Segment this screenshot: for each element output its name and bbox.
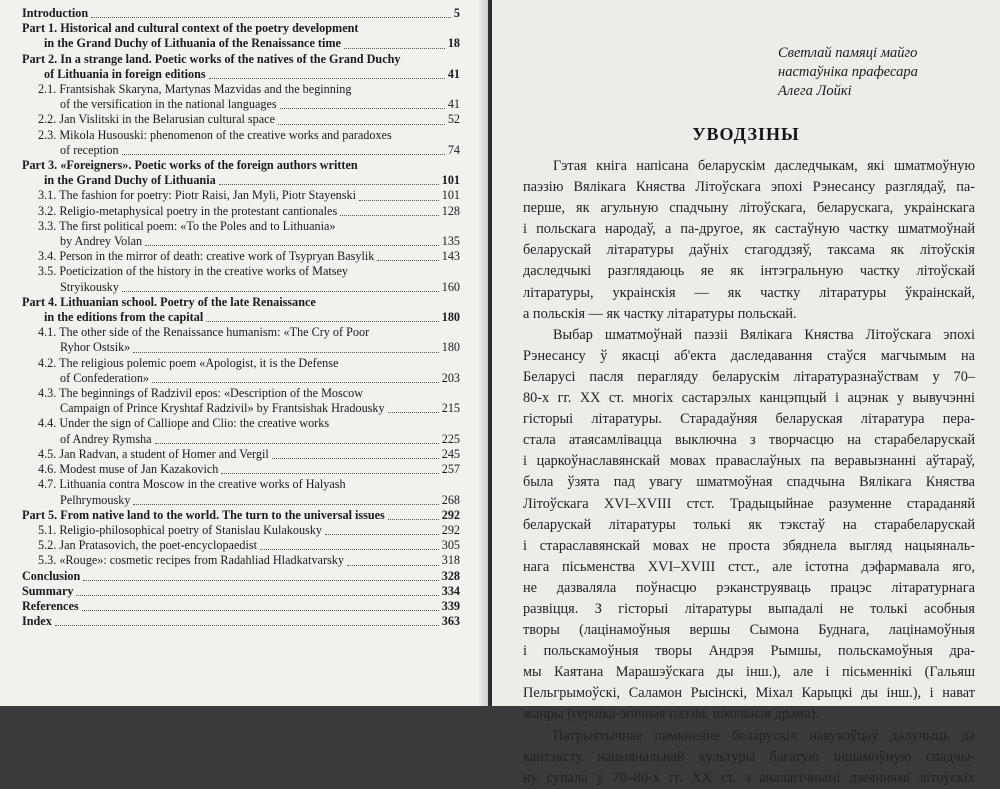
toc-page-number: 292 [441, 507, 460, 522]
dedication-line: Алега Лойкі [778, 83, 852, 99]
toc-entry-title-line: by Andrey Volan [60, 234, 143, 249]
toc-page-number: 135 [441, 234, 460, 249]
toc-part-entry [22, 52, 460, 82]
dot-leader [206, 321, 438, 322]
dot-leader [377, 260, 438, 261]
toc-page-number: 215 [441, 401, 460, 416]
toc-section-entry [22, 325, 460, 355]
toc-entry-title-line: 4.3. The beginnings of Radzivil epos: «Description of the Moscow [38, 386, 364, 401]
toc-entry-title-line: Ryhor Ostsik» [60, 340, 131, 355]
toc-page-number: 334 [441, 583, 460, 598]
toc-entry-title-line: 4.6. Modest muse of Jan Kazakovich [38, 462, 219, 477]
text-line: літаратуры, украінскія — як частку літаратуры ўкраінскай, [523, 284, 975, 301]
dot-leader [155, 443, 439, 444]
toc-entry-title-line: Part 3. «Foreigners». Poetic works of the foreign authors written [22, 158, 358, 173]
paragraph [523, 726, 975, 789]
dot-leader [344, 48, 445, 49]
text-line: паэзію Вялікага Княства Літоўскага эпохі Рэнесансу разглядаў, па- [523, 179, 975, 196]
toc-entry-title-line: in the Grand Duchy of Lithuania [44, 173, 216, 188]
toc-page-number: 268 [441, 492, 460, 507]
toc-section-entry [22, 462, 460, 477]
toc-part-entry [22, 508, 460, 523]
text-line: Пельгрымоўскі, Саламон Рысінскі, Міхал Карыцкі ды інш.), і нават [523, 685, 975, 702]
toc-page-number: 203 [441, 370, 460, 385]
toc-section-entry [22, 386, 460, 416]
toc-page-number: 318 [441, 553, 460, 568]
paragraph [523, 325, 975, 726]
toc-entry-title-line: Index [22, 614, 52, 629]
toc-section-entry [22, 477, 460, 507]
dot-leader [260, 549, 439, 550]
toc-entry-title-line: of reception [60, 142, 119, 157]
dedication-line: настаўніка прафесара [778, 64, 918, 80]
toc-section-entry [22, 82, 460, 112]
toc-page-number: 52 [447, 112, 460, 127]
toc-page-number: 128 [441, 203, 460, 218]
toc-section-entry [22, 553, 460, 568]
toc-entry-title-line: 3.1. The fashion for poetry: Piotr Raisi, Jan Myli, Piotr Stayenski [38, 188, 356, 203]
text-line: гісторыі літаратуры. Старадаўняя беларуская літаратура пера- [523, 411, 975, 428]
text-line: і польскамоўныя творы Андрэя Рымшы, польскамоўныя дра- [523, 643, 975, 660]
toc-page-number: 363 [441, 614, 460, 629]
text-line: кантэксту нацыянальнай культуры багатую іншамоўную спадчы- [523, 748, 975, 765]
dot-leader [278, 124, 445, 125]
dedication-line: Светлай памяці майго [778, 45, 918, 61]
toc-entry-title-line: Introduction [22, 6, 89, 20]
toc-entry-title-line: 4.2. The religious polemic poem «Apologist, it is the Defense [38, 355, 339, 370]
toc-entry-title-line: Conclusion [22, 568, 81, 583]
dot-leader [388, 412, 439, 413]
toc-entry-title-line: 4.5. Jan Radvan, a student of Homer and Vergil [38, 446, 269, 461]
toc-part-entry [22, 599, 460, 614]
toc-part-entry [22, 295, 460, 325]
toc-page-number: 101 [441, 173, 460, 188]
toc-page-number: 18 [447, 36, 460, 51]
toc-entry-title-line: 3.2. Religio-metaphysical poetry in the protestant cantionales [38, 203, 338, 218]
toc-part-entry [22, 158, 460, 188]
text-line: мы Каятана Марашэўскага ды інш.), але і пісьменнікі (Гальяш [523, 664, 975, 681]
toc-section-entry [22, 188, 460, 203]
dot-leader [76, 595, 438, 596]
toc-section-entry [22, 447, 460, 462]
text-line: беларускай літаратуры толькі як тэкстаў на старабеларускай [523, 516, 975, 533]
toc-section-entry [22, 264, 460, 294]
toc-entry-title-line: Campaign of Prince Kryshtaf Radzivil» by Frantsishak Hradousky [60, 401, 385, 416]
toc-page-number: 328 [441, 568, 460, 583]
dot-leader [272, 458, 439, 459]
text-line: не дазваляла поўнасцю рэканструяваць працэс літаратурнага [523, 579, 975, 596]
toc-entry-title-line: 3.5. Poeticization of the history in the creative works of Matsey [38, 264, 349, 279]
text-line: 80-х гг. ХХ ст. многіх састарэлых канцэпцый і ацэнак у вывучэнні [523, 390, 975, 407]
dot-leader [83, 580, 438, 581]
dot-leader [347, 565, 439, 566]
text-line: і стараславянскай мовах не проста збяднела выгляд нацыяналь- [523, 537, 975, 554]
toc-section-entry [22, 204, 460, 219]
dot-leader [152, 382, 439, 383]
toc-part-entry [22, 584, 460, 599]
table-of-contents [22, 6, 460, 629]
toc-entry-title-line: 3.3. The first political poem: «To the Poles and to Lithuania» [38, 218, 336, 233]
toc-page-number: 160 [441, 279, 460, 294]
toc-entry-title-line: 4.4. Under the sign of Calliope and Clio: the creative works [38, 416, 330, 431]
dot-leader [325, 534, 439, 535]
dot-leader [340, 215, 439, 216]
toc-entry-title-line: of the versification in the national languages [60, 97, 277, 112]
text-line: ну супала у 70–80-х гг. ХХ ст. з аналагічнымі дзеяннямі літоўскіх [523, 769, 975, 786]
dot-leader [280, 108, 445, 109]
toc-entry-title-line: 4.7. Lithuania contra Moscow in the creative works of Halyash [38, 477, 346, 492]
text-line: творы (лацінамоўныя вершы Сымона Буднага, лацінамоўныя [523, 622, 975, 639]
text-line: стала атаясамлівацца выключна з творчасцю на старабеларускай [523, 432, 975, 449]
toc-section-entry [22, 416, 460, 446]
toc-part-entry [22, 614, 460, 629]
dot-leader [145, 245, 439, 246]
toc-entry-title-line: Part 2. In a strange land. Poetic works of the natives of the Grand Duchy [22, 51, 401, 66]
chapter-heading: УВОДЗІНЫ [692, 124, 800, 144]
toc-entry-title-line: 2.1. Frantsishak Skaryna, Martynas Mazvidas and the beginning [38, 82, 352, 97]
paragraph [523, 156, 975, 325]
dedication [778, 44, 918, 101]
toc-entry-title-line: of Lithuania in foreign editions [44, 66, 206, 81]
toc-entry-title-line: Pelhrymousky [60, 492, 131, 507]
toc-page-number: 257 [441, 462, 460, 477]
toc-entry-title-line: Part 5. From native land to the world. The turn to the universal issues [22, 507, 385, 522]
dot-leader [133, 504, 438, 505]
dot-leader [91, 17, 451, 18]
toc-entry-title-line: 2.2. Jan Vislitski in the Belarusian cultural space [38, 112, 275, 127]
toc-page-number: 41 [447, 97, 460, 112]
text-line: Выбар шматмоўнай паэзіі Вялікага Княства Літоўскага эпохі [553, 326, 975, 343]
toc-page-number: 180 [441, 340, 460, 355]
text-line: і польскага народаў, а па-другое, як састаўную частку шматмоўнай [523, 221, 975, 238]
toc-entry-title-line: of Andrey Rymsha [60, 431, 152, 446]
toc-page-number: 41 [447, 66, 460, 81]
toc-page-number: 292 [441, 522, 460, 537]
toc-entry-title-line: 5.2. Jan Pratasovich, the poet-encyclopaedist [38, 538, 257, 553]
toc-page-number: 143 [441, 249, 460, 264]
toc-entry-title-line: 3.4. Person in the mirror of death: creative work of Tsypryan Basylik [38, 249, 375, 264]
toc-page-number: 74 [447, 142, 460, 157]
toc-section-entry [22, 219, 460, 249]
toc-page-number: 5 [453, 6, 460, 20]
toc-part-entry [22, 21, 460, 51]
toc-page-number: 305 [441, 538, 460, 553]
text-line: развіцця. З гісторыі літаратуры выпадалі не толькі асобныя [523, 600, 975, 617]
toc-section-entry [22, 538, 460, 553]
toc-section-entry [22, 356, 460, 386]
toc-page-number: 225 [441, 431, 460, 446]
toc-entry-title-line: in the Grand Duchy of Lithuania of the Renaissance time [44, 36, 341, 51]
text-line: жанры (героіка-эпічная паэзія, школьная драма). [523, 706, 820, 723]
dot-leader [82, 610, 439, 611]
toc-entry-title-line: 5.3. «Rouge»: cosmetic recipes from Radahliad Hladkatvarsky [38, 553, 344, 568]
toc-entry-title-line: Part 4. Lithuanian school. Poetry of the late Renaissance [22, 294, 316, 309]
toc-part-entry [22, 569, 460, 584]
toc-entry-title-line: in the editions from the capital [44, 310, 204, 325]
introduction-page [492, 0, 1000, 786]
toc-section-entry [22, 249, 460, 264]
text-line: перше, як агульную спадчыну літоўскага, беларускага, украінскага [523, 200, 975, 217]
toc-entry-title-line: Stryikousky [60, 279, 119, 294]
text-line: Літоўскага XVI–XVIII стст. Традыцыйнае разуменне стараданяй [523, 495, 975, 512]
toc-entry-title-line: 2.3. Mikola Husouski: phenomenon of the creative works and paradoxes [38, 127, 392, 142]
text-line: Патрыятычнае памкненне беларускіх навукоўцаў далучыць да [553, 727, 975, 744]
contents-page [0, 0, 488, 706]
dot-leader [359, 200, 439, 201]
dot-leader [122, 291, 439, 292]
toc-entry-title-line: Part 1. Historical and cultural context of the poetry development [22, 21, 359, 36]
toc-section-entry [22, 523, 460, 538]
toc-part-entry [22, 6, 460, 21]
dot-leader [221, 473, 438, 474]
dot-leader [133, 352, 438, 353]
chapter-body-text [523, 156, 975, 789]
toc-section-entry [22, 112, 460, 127]
text-line: нага пісьменства XVI–XVIII стст., але істотна дэфармавала яго, [523, 558, 975, 575]
toc-section-entry [22, 128, 460, 158]
text-line: беларускай літаратуры даўніх стагоддзяў, таксама як літоўскія [523, 242, 975, 259]
dot-leader [388, 519, 439, 520]
text-line: а польскія — як частку літаратуры польскай. [523, 305, 797, 322]
dot-leader [55, 625, 439, 626]
toc-entry-title-line: References [22, 598, 79, 613]
text-line: Гэтая кніга напісана беларускім даследчыкам, які шматмоўную [553, 158, 975, 174]
dot-leader [209, 78, 445, 79]
dot-leader [122, 154, 445, 155]
toc-entry-title-line: 4.1. The other side of the Renaissance humanism: «The Cry of Poor [38, 325, 370, 340]
toc-entry-title-line: of Confederation» [60, 370, 150, 385]
text-line: даследчыкі разглядаюць яе як інтэгральную частку літоўскай [523, 263, 975, 280]
toc-entry-title-line: 5.1. Religio-philosophical poetry of Stanislau Kulakousky [38, 522, 323, 537]
toc-page-number: 101 [441, 188, 460, 203]
toc-page-number: 180 [441, 310, 460, 325]
dot-leader [219, 184, 439, 185]
toc-page-number: 245 [441, 446, 460, 461]
text-line: Рэнесансу ў якасці аб'екта даследавання стаўся магчымым на [523, 347, 975, 364]
toc-page-number: 339 [441, 598, 460, 613]
text-line: і царкоўнаславянскай мовах праваслаўных па веравызнанні аўтараў, [523, 453, 975, 470]
toc-entry-title-line: Summary [22, 583, 74, 598]
text-line: Беларусі пасля перагляду беларускім літаратуразнаўствам у 70– [523, 368, 975, 385]
text-line: была ўзята пад увагу шматмоўная спадчына Вялікага Княства [523, 474, 975, 491]
